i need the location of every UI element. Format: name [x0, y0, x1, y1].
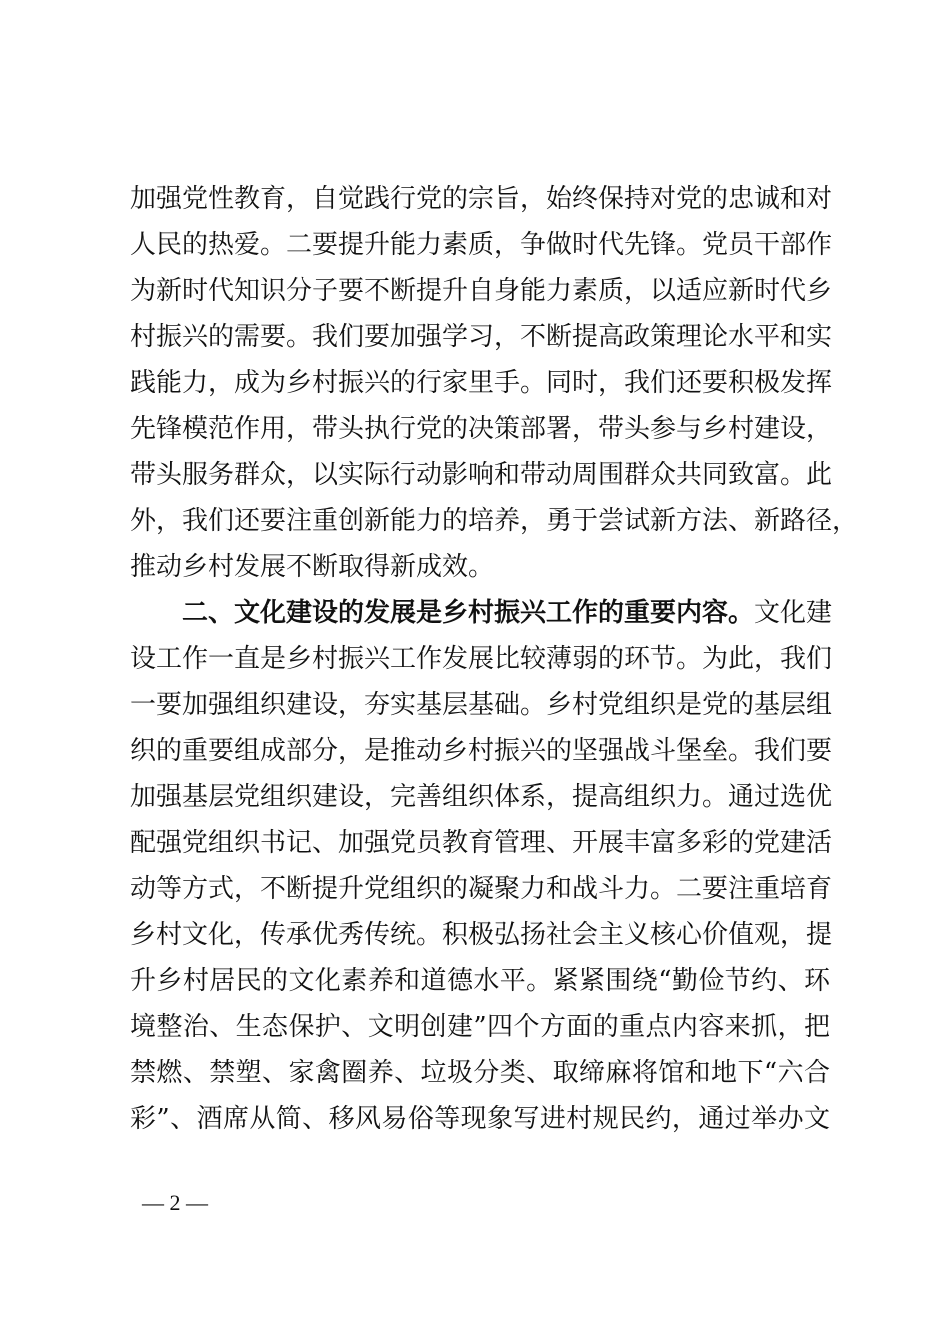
paragraph-line: 境整治、生态保护、文明创建”四个方面的重点内容来抓，把	[130, 1012, 830, 1042]
paragraph-line: 禁燃、禁塑、家禽圈养、垃圾分类、取缔麻将馆和地下“六合	[130, 1058, 830, 1088]
paragraph-line: 织的重要组成部分，是推动乡村振兴的坚强战斗堡垒。我们要	[130, 736, 833, 766]
paragraph-line: 为新时代知识分子要不断提升自身能力素质，以适应新时代乡	[130, 276, 833, 306]
paragraph-line: 设工作一直是乡村振兴工作发展比较薄弱的环节。为此，我们	[130, 644, 833, 674]
paragraph-line: 配强党组织书记、加强党员教育管理、开展丰富多彩的党建活	[130, 828, 833, 858]
paragraph-line: 践能力，成为乡村振兴的行家里手。同时，我们还要积极发挥	[130, 368, 833, 398]
paragraph-line: 动等方式，不断提升党组织的凝聚力和战斗力。二要注重培育	[130, 874, 833, 904]
paragraph-line: 人民的热爱。二要提升能力素质，争做时代先锋。党员干部作	[130, 230, 833, 260]
heading-line-rest: 文化建	[754, 598, 833, 628]
section-heading: 二、文化建设的发展是乡村振兴工作的重要内容。	[182, 598, 755, 628]
section-heading-line	[182, 590, 833, 636]
paragraph-line: 彩”、酒席从简、移风易俗等现象写进村规民约，通过举办文	[130, 1104, 830, 1134]
paragraph-line: 加强党性教育，自觉践行党的宗旨，始终保持对党的忠诚和对	[130, 184, 833, 214]
paragraph-line: 推动乡村发展不断取得新成效。	[130, 552, 495, 582]
paragraph-line: 升乡村居民的文化素养和道德水平。紧紧围绕“勤俭节约、环	[130, 966, 830, 996]
paragraph-line: 外，我们还要注重创新能力的培养，勇于尝试新方法、新路径，	[130, 506, 859, 536]
paragraph-line: 村振兴的需要。我们要加强学习，不断提高政策理论水平和实	[130, 322, 833, 352]
paragraph-line: 先锋模范作用，带头执行党的决策部署，带头参与乡村建设，	[130, 414, 833, 444]
paragraph-line: 乡村文化，传承优秀传统。积极弘扬社会主义核心价值观，提	[130, 920, 833, 950]
paragraph-line: 加强基层党组织建设，完善组织体系，提高组织力。通过选优	[130, 782, 833, 812]
paragraph-line: 一要加强组织建设，夯实基层基础。乡村党组织是党的基层组	[130, 690, 833, 720]
paragraph-line: 带头服务群众，以实际行动影响和带动周围群众共同致富。此	[130, 460, 833, 490]
page-number: — 2 —	[142, 1190, 208, 1215]
